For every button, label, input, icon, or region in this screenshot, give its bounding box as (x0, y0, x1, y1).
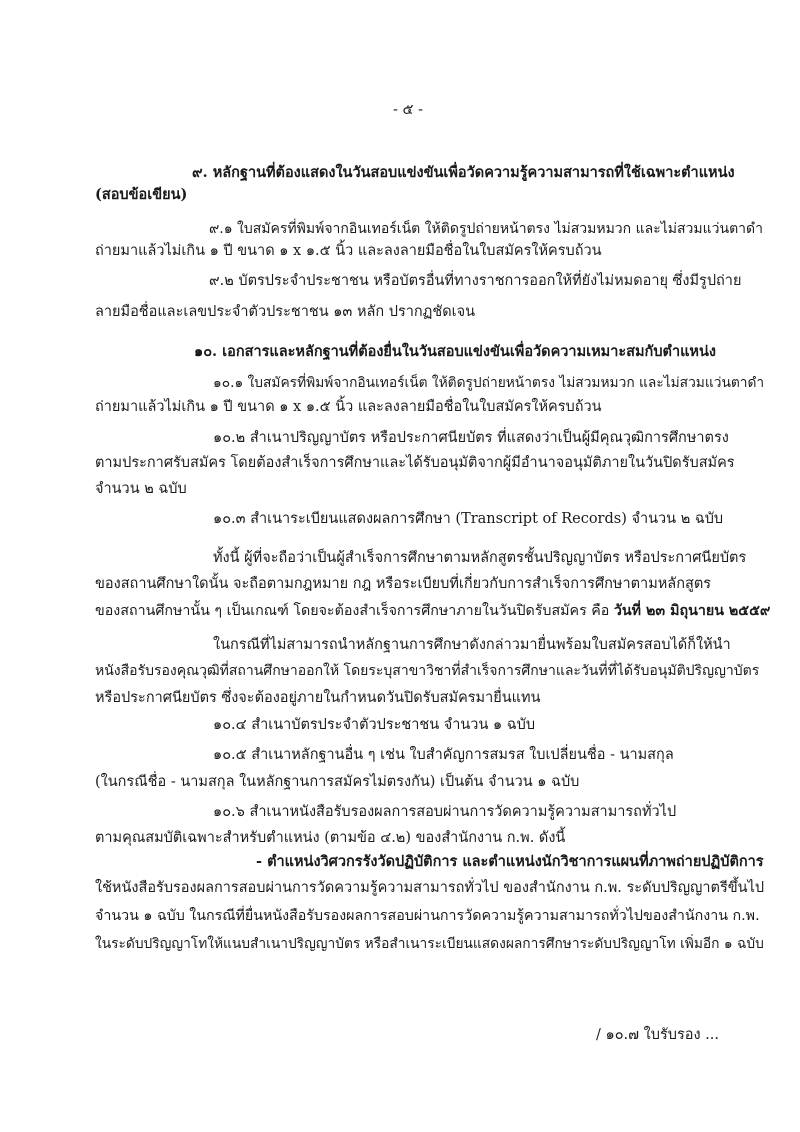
section-9-item-2-line-2: ลายมือชื่อและเลขประจำตัวประชาชน ๑๓ หลัก ปรากฏชัดเจน (95, 304, 476, 320)
section-10-item-2-line-3: จำนวน ๒ ฉบับ (95, 481, 187, 497)
note-2-line-3: หรือประกาศนียบัตร ซึ่งจะต้องอยู่ภายในกำหนดวันปิดรับสมัครมายื่นแทน (95, 690, 541, 706)
section-10-item-2-line-1: ๑๐.๒ สำเนาปริญญาบัตร หรือประกาศนียบัตร ที่แสดงว่าเป็นผู้มีคุณวุฒิการศึกษาตรง (213, 430, 729, 446)
section-10-item-5-line-1: ๑๐.๕ สำเนาหลักฐานอื่น ๆ เช่น ใบสำคัญการสมรส ใบเปลี่ยนชื่อ - นามสกุล (213, 747, 674, 763)
note-2-line-1: ในกรณีที่ไม่สามารถนำหลักฐานการศึกษาดังกล่าวมายื่นพร้อมใบสมัครสอบได้ก็ให้นำ (213, 637, 731, 653)
deadline-date: วันที่ ๒๓ มิถุนายน ๒๕๕๙ (613, 603, 771, 619)
note-1-line-3-text: ของสถานศึกษานั้น ๆ เป็นเกณฑ์ โดยจะต้องสำเร็จการศึกษาภายในวันปิดรับสมัคร คือ (95, 603, 614, 619)
position-heading: - ตำแหน่งวิศวกรรังวัดปฏิบัติการ และตำแหน่งนักวิชาการแผนที่ภาพถ่ายปฏิบัติการ (256, 853, 764, 870)
section-10-item-3: ๑๐.๓ สำเนาระเบียนแสดงผลการศึกษา (Transcript of Records) จำนวน ๒ ฉบับ (213, 511, 724, 527)
note-1-line-2: ของสถานศึกษาใดนั้น จะถือตามกฎหมาย กฎ หรือระเบียบที่เกี่ยวกับการสำเร็จการศึกษาตามหลักสูตร (95, 576, 712, 592)
section-9-item-1-line-2: ถ่ายมาแล้วไม่เกิน ๑ ปี ขนาด ๑ x ๑.๕ นิ้ว และลงลายมือชื่อในใบสมัครให้ครบถ้วน (95, 243, 602, 259)
section-10-item-6-line-1: ๑๐.๖ สำเนาหนังสือรับรองผลการสอบผ่านการวัดความรู้ความสามารถทั่วไป (213, 804, 677, 820)
section-10-item-1-line-2: ถ่ายมาแล้วไม่เกิน ๑ ปี ขนาด ๑ x ๑.๕ นิ้ว และลงลายมือชื่อในใบสมัครให้ครบถ้วน (95, 399, 602, 415)
footer-continuation: / ๑๐.๗ ใบรับรอง ... (596, 1027, 719, 1043)
section-10-item-6-line-2: ตามคุณสมบัติเฉพาะสำหรับตำแหน่ง (ตามข้อ ๔.๒) ของสำนักงาน ก.พ. ดังนี้ (95, 830, 566, 846)
section-9-heading: ๙. หลักฐานที่ต้องแสดงในวันสอบแข่งขันเพื่อวัดความรู้ความสามารถที่ใช้เฉพาะตำแหน่ง (192, 164, 735, 181)
position-line-2: จำนวน ๑ ฉบับ ในกรณีที่ยื่นหนังสือรับรองผลการสอบผ่านการวัดความรู้ความสามารถทั่วไปของสำนักงาน ก.พ. (95, 908, 760, 924)
position-line-3: ในระดับปริญญาโทให้แนบสำเนาปริญญาบัตร หรือสำเนาระเบียนแสดงผลการศึกษาระดับปริญญาโท เพิ่มอีก ๑ ฉบับ (95, 936, 764, 952)
section-10-item-4: ๑๐.๔ สำเนาบัตรประจำตัวประชาชน จำนวน ๑ ฉบับ (213, 717, 536, 733)
section-10-heading: ๑๐. เอกสารและหลักฐานที่ต้องยื่นในวันสอบแข่งขันเพื่อวัดความเหมาะสมกับตำแหน่ง (194, 343, 716, 360)
section-10-item-1-line-1: ๑๐.๑ ใบสมัครที่พิมพ์จากอินเทอร์เน็ต ให้ติดรูปถ่ายหน้าตรง ไม่สวมหมวก และไม่สวมแว่นตาดำ (213, 375, 765, 391)
section-9-heading-cont: (สอบข้อเขียน) (95, 186, 188, 203)
section-9-item-1-line-1: ๙.๑ ใบสมัครที่พิมพ์จากอินเทอร์เน็ต ให้ติดรูปถ่ายหน้าตรง ไม่สวมหมวก และไม่สวมแว่นตาดำ (209, 221, 763, 237)
note-1-line-1: ทั้งนี้ ผู้ที่จะถือว่าเป็นผู้สำเร็จการศึกษาตามหลักสูตรชั้นปริญญาบัตร หรือประกาศนียบัตร (213, 550, 747, 566)
position-line-1: ใช้หนังสือรับรองผลการสอบผ่านการวัดความรู้ความสามารถทั่วไป ของสำนักงาน ก.พ. ระดับปริญญาตรีขึ้นไป (95, 880, 765, 896)
page-number: - ๕ - (393, 102, 423, 118)
section-10-item-5-line-2: (ในกรณีชื่อ - นามสกุล ในหลักฐานการสมัครไม่ตรงกัน) เป็นต้น จำนวน ๑ ฉบับ (95, 774, 580, 790)
note-2-line-2: หนังสือรับรองคุณวุฒิที่สถานศึกษาออกให้ โดยระบุสาขาวิชาที่สำเร็จการศึกษาและวันที่ที่ได้รับอนุมัติปริญญาบัตร (95, 663, 760, 679)
note-1-line-3 (95, 601, 770, 621)
section-9-item-2-line-1: ๙.๒ บัตรประจำประชาชน หรือบัตรอื่นที่ทางราชการออกให้ที่ยังไม่หมดอายุ ซึ่งมีรูปถ่าย (209, 273, 742, 289)
section-10-item-2-line-2: ตามประกาศรับสมัคร โดยต้องสำเร็จการศึกษาและได้รับอนุมัติจากผู้มีอำนาจอนุมัติภายในวันปิดรับสมัคร (95, 455, 735, 471)
